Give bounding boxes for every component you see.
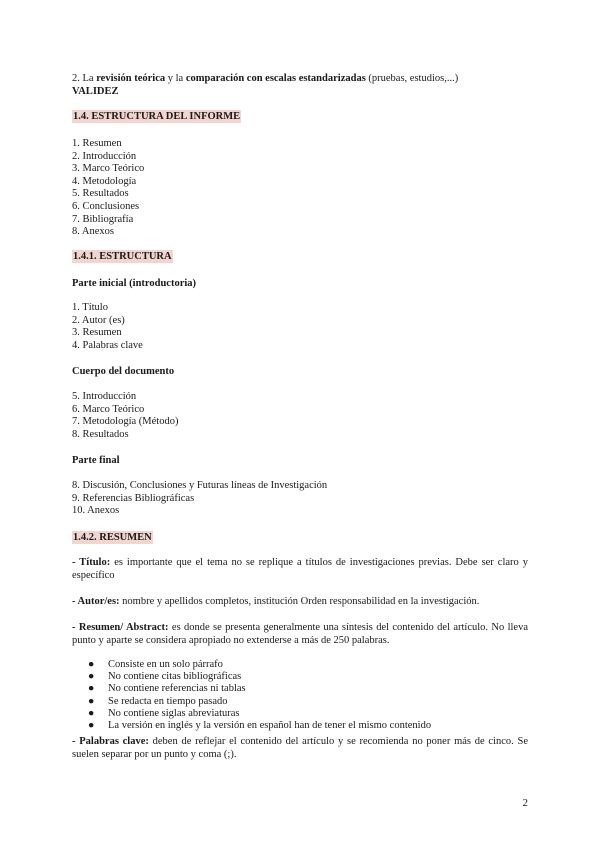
palabras-text: deben de reflejar el contenido del artículo y se recomienda no poner más de cinco. Se suelen separar por un punto y coma (;).	[72, 736, 528, 760]
list-item	[88, 708, 528, 720]
parte-final-title	[72, 455, 528, 468]
bullet-icon: ●	[88, 695, 95, 707]
bullet-icon: ●	[88, 719, 95, 731]
resumen-text: es donde se presenta generalmente una síntesis del contenido del artículo. No lleva punto y aparte se considera apropiado no extenderse a más de 250 palabras.	[72, 622, 528, 646]
subsection-title: Parte inicial (introductoria)	[72, 278, 197, 289]
validez-label: VALIDEZ	[72, 85, 119, 97]
section-heading-1-4-1	[72, 251, 528, 264]
page-number: 2	[522, 797, 528, 809]
list-item: 8. Discusión, Conclusiones y Futuras líneas de Investigación	[72, 480, 328, 491]
bullet-text: Se redacta en tiempo pasado	[108, 695, 228, 707]
titulo-paragraph	[72, 557, 528, 582]
parte-inicial-list	[72, 302, 528, 352]
autores-paragraph	[72, 596, 528, 609]
resumen-paragraph	[72, 622, 528, 647]
list-item: 5. Introducción	[72, 391, 137, 402]
palabras-clave-paragraph	[72, 736, 528, 761]
intro-paragraph	[72, 73, 528, 98]
subsection-title: Parte final	[72, 455, 120, 466]
cuerpo-title	[72, 366, 528, 379]
list-item: 3. Marco Teórico	[72, 163, 145, 175]
intro-tail: (pruebas, estudios,...)	[365, 73, 459, 84]
list-item: 4. Palabras clave	[72, 339, 143, 351]
bullet-icon: ●	[88, 707, 95, 719]
list-item: 1. Título	[72, 302, 108, 313]
list-item: 9. Referencias Bibliográficas	[72, 492, 195, 504]
list-item: 2. Autor (es)	[72, 314, 125, 326]
cuerpo-list	[72, 391, 528, 441]
resumen-bullet-list	[88, 659, 528, 732]
bullet-text: No contiene referencias ni tablas	[108, 683, 246, 695]
list-item	[88, 696, 528, 708]
section-heading-1-4-2	[72, 532, 528, 545]
autores-label: - Autor/es:	[72, 596, 120, 607]
list-item: 10. Anexos	[72, 505, 120, 517]
intro-bold-comparacion: comparación con escalas estandarizadas	[185, 73, 366, 84]
list-item	[88, 683, 528, 695]
list-item	[88, 671, 528, 683]
bullet-icon: ●	[88, 683, 95, 695]
bullet-text: La versión en inglés y la versión en español han de tener el mismo contenido	[108, 719, 432, 731]
autores-text: nombre y apellidos completos, institución Orden responsabilidad en la investigación.	[119, 596, 480, 607]
list-item: 6. Conclusiones	[72, 200, 140, 212]
subsection-title: Cuerpo del documento	[72, 366, 175, 377]
intro-bold-revision: revisión teórica	[96, 73, 166, 84]
list-item: 8. Anexos	[72, 226, 114, 238]
list-item: 2. Introducción	[72, 150, 137, 162]
list-item	[88, 659, 528, 671]
list-item: 3. Resumen	[72, 327, 122, 339]
list-item: 6. Marco Teórico	[72, 403, 145, 415]
titulo-text: es importante que el tema no se replique a títulos de investigaciones previas. Debe ser claro y específico	[72, 557, 528, 581]
intro-prefix: 2. La	[72, 73, 97, 84]
titulo-label: - Título:	[72, 557, 111, 568]
parte-inicial-title	[72, 278, 528, 291]
informe-structure-list	[72, 138, 528, 239]
bullet-text: Consiste en un solo párrafo	[108, 659, 223, 670]
list-item: 7. Metodología (Método)	[72, 416, 179, 428]
heading-text: 1.4. ESTRUCTURA DEL INFORME	[73, 111, 241, 122]
list-item: 5. Resultados	[72, 188, 129, 200]
list-item	[88, 720, 528, 732]
list-item: 4. Metodología	[72, 175, 137, 187]
resumen-label: - Resumen/ Abstract:	[72, 622, 169, 633]
heading-text: 1.4.2. RESUMEN	[73, 532, 152, 543]
bullet-icon: ●	[88, 671, 95, 683]
list-item: 7. Bibliografía	[72, 213, 134, 225]
intro-mid: y la	[165, 73, 186, 84]
heading-text: 1.4.1. ESTRUCTURA	[73, 251, 172, 262]
list-item: 1. Resumen	[72, 138, 122, 149]
parte-final-list	[72, 480, 528, 518]
bullet-text: No contiene siglas abreviaturas	[108, 707, 240, 719]
list-item: 8. Resultados	[72, 428, 129, 440]
palabras-label: - Palabras clave:	[72, 736, 149, 747]
section-heading-1-4	[72, 111, 528, 124]
bullet-icon: ●	[88, 659, 95, 670]
bullet-text: No contiene citas bibliográficas	[108, 671, 242, 683]
